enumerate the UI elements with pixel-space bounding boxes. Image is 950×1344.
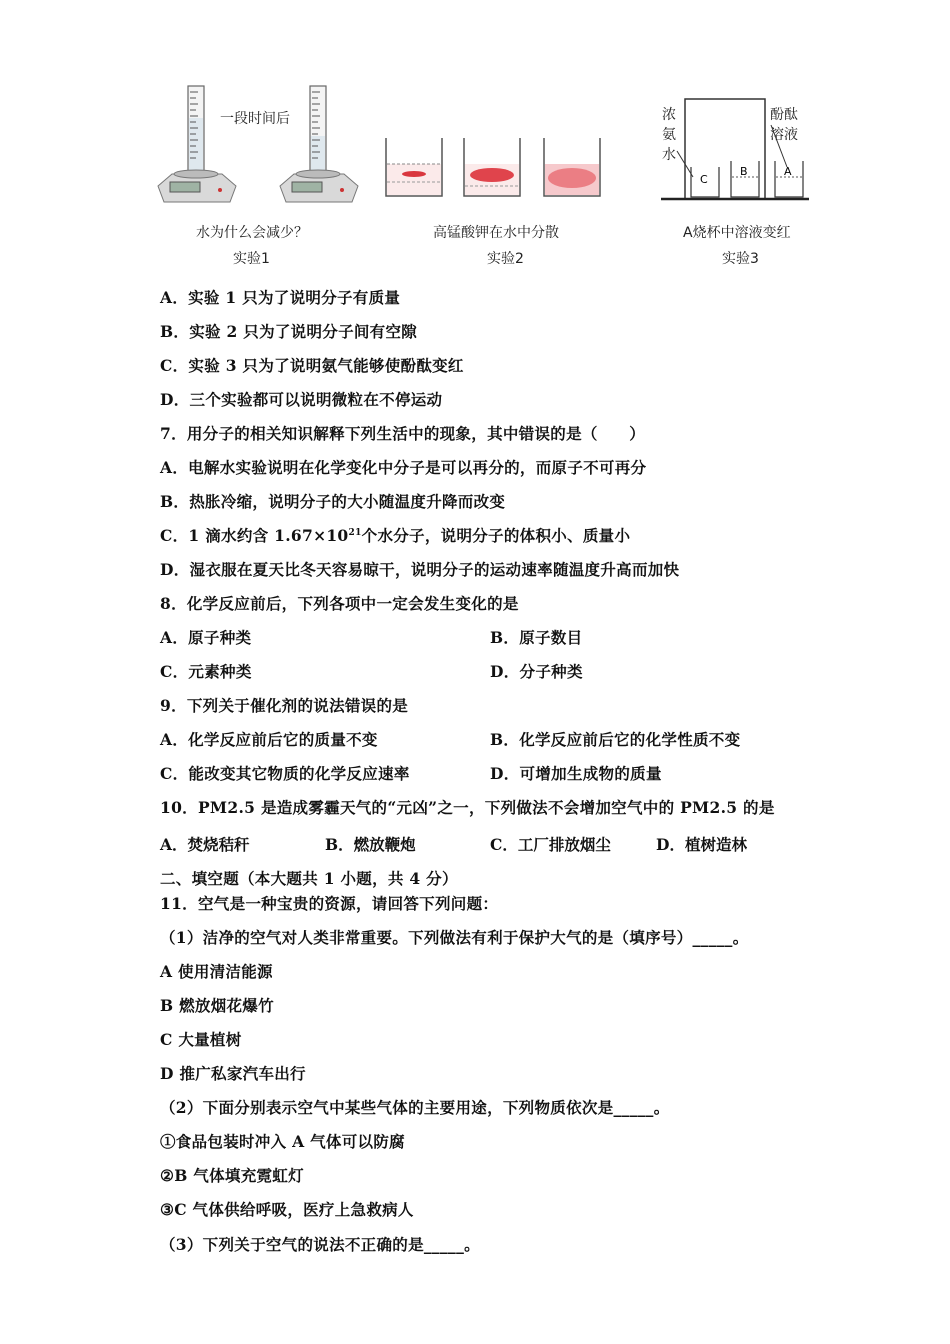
graduated-cylinder-left <box>182 86 210 180</box>
experiment-1-figure <box>150 78 360 208</box>
section-2-title: 二、填空题（本大题共 1 小题，共 4 分） <box>160 869 458 888</box>
experiment-2-caption: 高锰酸钾在水中分散 <box>433 225 559 241</box>
q7-option-b: B．热胀冷缩，说明分子的大小随温度升降而改变 <box>160 492 506 511</box>
q11-stem: 11．空气是一种宝贵的资源，请回答下列问题： <box>160 894 499 913</box>
q8-option-b: B．原子数目 <box>490 628 583 647</box>
beaker-b-label: B <box>740 165 748 178</box>
experiment-3-label: 实验3 <box>722 251 759 267</box>
q7-option-c-pre: C．1 滴水约含 1.67×10 <box>160 526 349 545</box>
q7-option-d: D．湿衣服在夏天比冬天容易晾干，说明分子的运动速率随温度升高而加快 <box>160 560 680 579</box>
q8-option-a: A．原子种类 <box>160 628 252 647</box>
q10-stem: 10．PM2.5 是造成雾霾天气的“元凶”之一，下列做法不会增加空气中的 PM2.5 的是 <box>160 798 775 817</box>
q7-option-c-exponent: 21 <box>348 527 362 538</box>
q10-option-d: D．植树造林 <box>656 835 747 854</box>
q8-option-d: D．分子种类 <box>490 662 583 681</box>
experiment-1-caption: 水为什么会减少？ <box>196 225 308 241</box>
experiment-3-right-label-2: 溶液 <box>770 127 798 143</box>
beaker-2 <box>464 138 520 196</box>
q8-stem: 8．化学反应前后，下列各项中一定会发生变化的是 <box>160 594 519 613</box>
q8-option-c: C．元素种类 <box>160 662 252 681</box>
q6-option-d: D．三个实验都可以说明微粒在不停运动 <box>160 390 443 409</box>
beaker-a <box>775 161 803 197</box>
q11-part-3: （3）下列关于空气的说法不正确的是_____。 <box>160 1235 480 1254</box>
beaker-3 <box>544 138 600 196</box>
q10-option-b: B．燃放鞭炮 <box>325 835 416 854</box>
q7-option-c <box>160 524 630 546</box>
q7-option-a: A．电解水实验说明在化学变化中分子是可以再分的，而原子不可再分 <box>160 458 647 477</box>
experiment-3-caption: A烧杯中溶液变红 <box>683 225 791 241</box>
beaker-c <box>691 167 719 197</box>
beaker-c-label: C <box>700 173 708 186</box>
balance-scale-right <box>280 170 358 202</box>
beaker-b <box>731 161 759 197</box>
experiment-3-left-label-3: 水 <box>662 147 676 163</box>
q9-stem: 9．下列关于催化剂的说法错误的是 <box>160 696 409 715</box>
experiment-3-left-label-2: 氨 <box>662 127 676 143</box>
q9-option-a: A．化学反应前后它的质量不变 <box>160 730 378 749</box>
q7-stem: 7．用分子的相关知识解释下列生活中的现象，其中错误的是（ ） <box>160 424 646 443</box>
beaker-a-label: A <box>784 165 792 178</box>
experiment-3-right-label-1: 酚酞 <box>770 107 798 123</box>
experiment-1-annotation: 一段时间后 <box>220 111 290 127</box>
balance-scale-left <box>158 170 236 202</box>
q11-part-1-option-d: D 推广私家汽车出行 <box>160 1064 306 1083</box>
q10-option-a: A．焚烧秸秆 <box>160 835 250 854</box>
q11-part-2: （2）下面分别表示空气中某些气体的主要用途，下列物质依次是_____。 <box>160 1098 670 1117</box>
q6-option-b: B．实验 2 只为了说明分子间有空隙 <box>160 322 418 341</box>
q7-option-c-post: 个水分子，说明分子的体积小、质量小 <box>361 526 631 545</box>
q9-option-b: B．化学反应前后它的化学性质不变 <box>490 730 741 749</box>
experiment-1-label: 实验1 <box>233 251 270 267</box>
graduated-cylinder-right <box>304 86 332 180</box>
q9-option-d: D．可增加生成物的质量 <box>490 764 662 783</box>
q11-part-1-option-a: A 使用清洁能源 <box>160 962 273 981</box>
q11-part-2-item-1: ①食品包装时冲入 A 气体可以防腐 <box>160 1132 405 1151</box>
q9-option-c: C．能改变其它物质的化学反应速率 <box>160 764 410 783</box>
experiment-2-figure <box>380 130 610 205</box>
q6-option-a: A．实验 1 只为了说明分子有质量 <box>160 288 401 307</box>
bell-jar <box>685 99 765 199</box>
q11-part-2-item-3: ③C 气体供给呼吸，医疗上急救病人 <box>160 1200 414 1219</box>
experiment-3-left-label-1: 浓 <box>662 107 676 123</box>
experiment-2-label: 实验2 <box>487 251 524 267</box>
beaker-1 <box>386 138 442 196</box>
q10-option-c: C．工厂排放烟尘 <box>490 835 611 854</box>
q11-part-1: （1）洁净的空气对人类非常重要。下列做法有利于保护大气的是（填序号）_____。 <box>160 928 749 947</box>
q6-option-c: C．实验 3 只为了说明氨气能够使酚酞变红 <box>160 356 464 375</box>
q11-part-2-item-2: ②B 气体填充霓虹灯 <box>160 1166 304 1185</box>
q11-part-1-option-c: C 大量植树 <box>160 1030 242 1049</box>
q11-part-1-option-b: B 燃放烟花爆竹 <box>160 996 274 1015</box>
